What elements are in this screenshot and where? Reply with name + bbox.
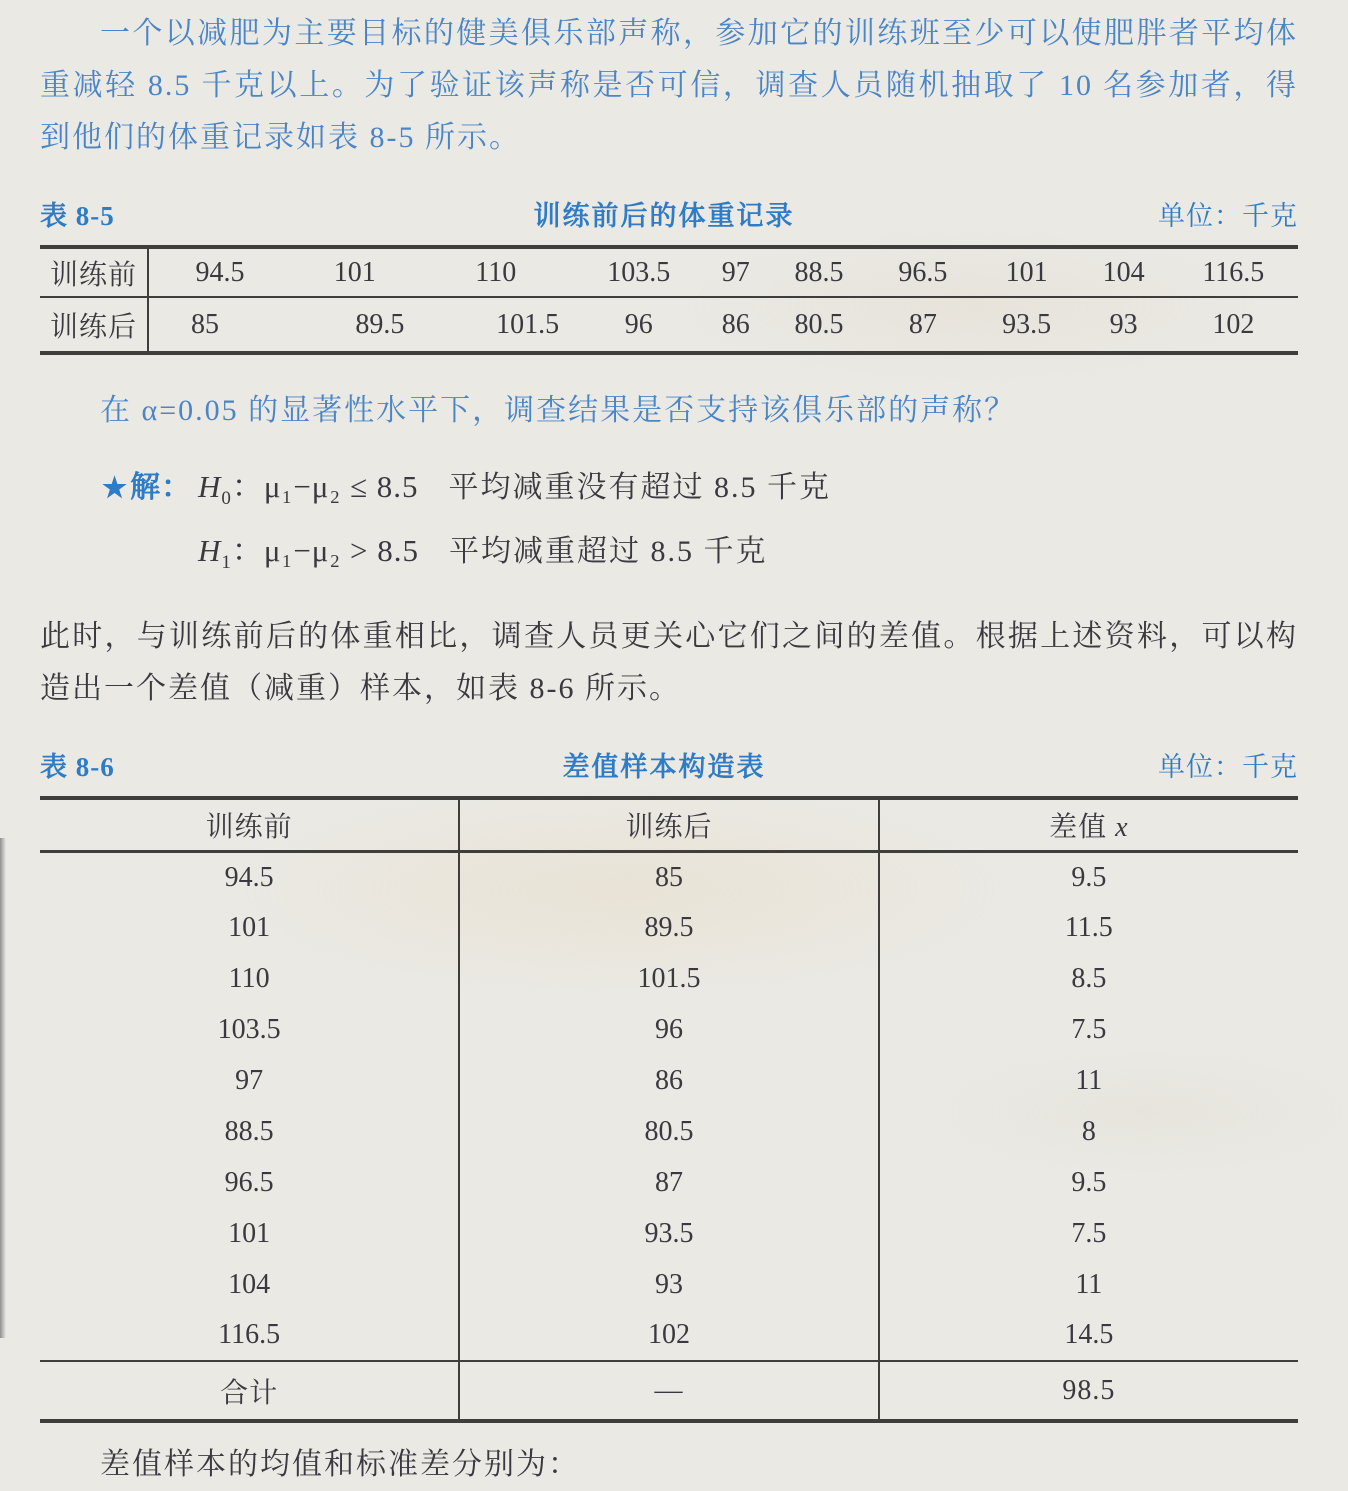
table-cell: 86 <box>721 308 750 340</box>
table-cell: 训练前 <box>40 247 148 297</box>
table-cell: 85 <box>459 851 878 902</box>
table-row <box>40 953 1298 1004</box>
total-dash-cell: — <box>459 1361 878 1421</box>
table-row <box>40 247 1298 297</box>
table-cell: 89.5 <box>459 902 878 953</box>
table-8-5-unit: 单位：千克 <box>1158 201 1298 231</box>
intro-paragraph: 一个以减肥为主要目标的健美俱乐部声称，参加它的训练班至少可以使肥胖者平均体重减轻 8.5 千克以上。为了验证该声称是否可信，调查人员随机抽取了 10 名参加者，得到他们的体重记录如表 8-5 所示。 <box>40 17 1298 154</box>
table-8-6-body <box>40 851 1298 1361</box>
table-cell: 9.5 <box>1071 1166 1107 1198</box>
hypothesis-h1-formula <box>198 525 419 589</box>
table-cell: 93 <box>1109 308 1138 340</box>
h1-expression: ：μ₁−μ₂ > 8.5 <box>231 533 419 569</box>
table-8-5 <box>40 245 1298 355</box>
column-header-difference <box>879 798 1298 851</box>
table-row <box>40 902 1298 953</box>
table-cell: 87 <box>908 308 937 340</box>
table-cell: 101 <box>975 247 1079 297</box>
bridge-paragraph: 此时，与训练前后的体重相比，调查人员更关心它们之间的差值。根据上述资料，可以构造出一个差值（减重）样本，如表 8-6 所示。 <box>40 620 1298 706</box>
question-paragraph: 在 α=0.05 的显著性水平下，调查结果是否支持该俱乐部的声称？ <box>100 394 1017 427</box>
table-8-5-body <box>40 247 1298 353</box>
table-cell: 11 <box>1075 1268 1103 1300</box>
table-8-6 <box>40 796 1298 1423</box>
table-cell: 8.5 <box>1071 962 1107 994</box>
table-cell: 110 <box>418 247 573 297</box>
h0-expression: ：μ₁−μ₂ ≤ 8.5 <box>231 469 419 504</box>
table-row <box>40 851 1298 902</box>
table-cell: 104 <box>40 1259 459 1310</box>
table-cell: 88.5 <box>767 247 871 297</box>
table-8-5-id: 表 8-5 <box>40 201 115 231</box>
table-cell: 96 <box>624 308 653 340</box>
table-row <box>40 1055 1298 1106</box>
table-cell: 103.5 <box>573 247 704 297</box>
table-cell: 101.5 <box>496 308 560 340</box>
solution-block <box>40 461 1298 589</box>
table-row <box>40 1259 1298 1310</box>
table-cell: 116.5 <box>40 1310 459 1361</box>
h1-variable: H <box>198 533 222 569</box>
table-cell: 94.5 <box>148 247 291 297</box>
table-row <box>40 1157 1298 1208</box>
total-label-cell: 合计 <box>40 1361 459 1421</box>
table-cell: 101 <box>291 247 418 297</box>
hypothesis-h1-note: 平均减重超过 8.5 千克 <box>448 535 768 569</box>
table-cell: 7.5 <box>1071 1217 1107 1249</box>
table-cell: 96.5 <box>871 247 975 297</box>
table-cell: 101 <box>40 902 459 953</box>
difference-label: 差值 <box>1049 812 1108 844</box>
table-row <box>40 297 1298 353</box>
hypothesis-h0-note: 平均减重没有超过 8.5 千克 <box>448 471 831 504</box>
table-cell: 87 <box>459 1157 878 1208</box>
table-cell: 93.5 <box>1002 308 1052 340</box>
h1-subscript: 1 <box>221 552 232 574</box>
table-cell: 训练后 <box>40 297 148 353</box>
table-8-5-caption <box>40 194 1298 233</box>
hypothesis-h1-line <box>102 525 1298 589</box>
table-cell: 104 <box>1079 247 1169 297</box>
column-header-before: 训练前 <box>40 798 459 851</box>
star-icon: ★ <box>102 473 129 504</box>
table-cell: 88.5 <box>40 1106 459 1157</box>
table-cell: 93 <box>459 1259 878 1310</box>
table-cell: 103.5 <box>40 1004 459 1055</box>
table-cell: 9.5 <box>1071 861 1107 893</box>
table-cell: 94.5 <box>40 851 459 902</box>
table-cell: 85 <box>191 308 219 340</box>
table-cell: 101 <box>40 1208 459 1259</box>
column-header-after: 训练后 <box>459 798 878 851</box>
h0-variable: H <box>198 469 222 504</box>
table-cell: 80.5 <box>459 1106 878 1157</box>
total-value-cell: 98.5 <box>879 1361 1298 1421</box>
table-cell: 93.5 <box>459 1208 878 1259</box>
table-8-6-unit: 单位：千克 <box>1158 752 1298 783</box>
table-8-6-header <box>40 798 1298 851</box>
table-8-6-caption <box>40 745 1298 784</box>
solution-label <box>102 462 198 515</box>
table-cell: 8 <box>1081 1115 1096 1147</box>
hypothesis-h0-formula <box>198 461 419 525</box>
table-cell: 14.5 <box>1064 1319 1114 1351</box>
hypothesis-h0-line <box>102 461 1298 525</box>
table-cell: 102 <box>1212 308 1255 340</box>
table-cell: 11.5 <box>1064 911 1113 943</box>
table-row <box>40 1310 1298 1361</box>
table-8-5-title: 训练前后的体重记录 <box>533 201 795 231</box>
total-row <box>40 1361 1298 1421</box>
table-cell: 102 <box>459 1310 878 1361</box>
table-cell: 110 <box>40 953 459 1004</box>
closing-paragraph: 差值样本的均值和标准差分别为： <box>100 1448 580 1482</box>
table-8-6-title: 差值样本构造表 <box>562 752 766 783</box>
table-cell: 86 <box>459 1055 878 1106</box>
solution-label-text: 解： <box>130 471 193 504</box>
table-8-6-footer <box>40 1361 1298 1421</box>
table-cell: 97 <box>704 247 767 297</box>
table-row <box>40 1106 1298 1157</box>
table-8-6-id: 表 8-6 <box>40 752 115 783</box>
table-row <box>40 1004 1298 1055</box>
table-cell: 97 <box>40 1055 459 1106</box>
table-header-row <box>40 798 1298 851</box>
table-cell: 7.5 <box>1071 1013 1107 1045</box>
table-cell: 11 <box>1075 1064 1103 1096</box>
table-cell: 116.5 <box>1169 247 1298 297</box>
table-row <box>40 1208 1298 1259</box>
difference-variable: x <box>1115 812 1129 844</box>
table-cell: 96 <box>459 1004 878 1055</box>
table-cell: 96.5 <box>40 1157 459 1208</box>
h0-subscript: 0 <box>221 488 232 510</box>
table-cell: 101.5 <box>459 953 878 1004</box>
table-cell: 80.5 <box>794 308 844 340</box>
table-cell: 89.5 <box>355 308 405 340</box>
